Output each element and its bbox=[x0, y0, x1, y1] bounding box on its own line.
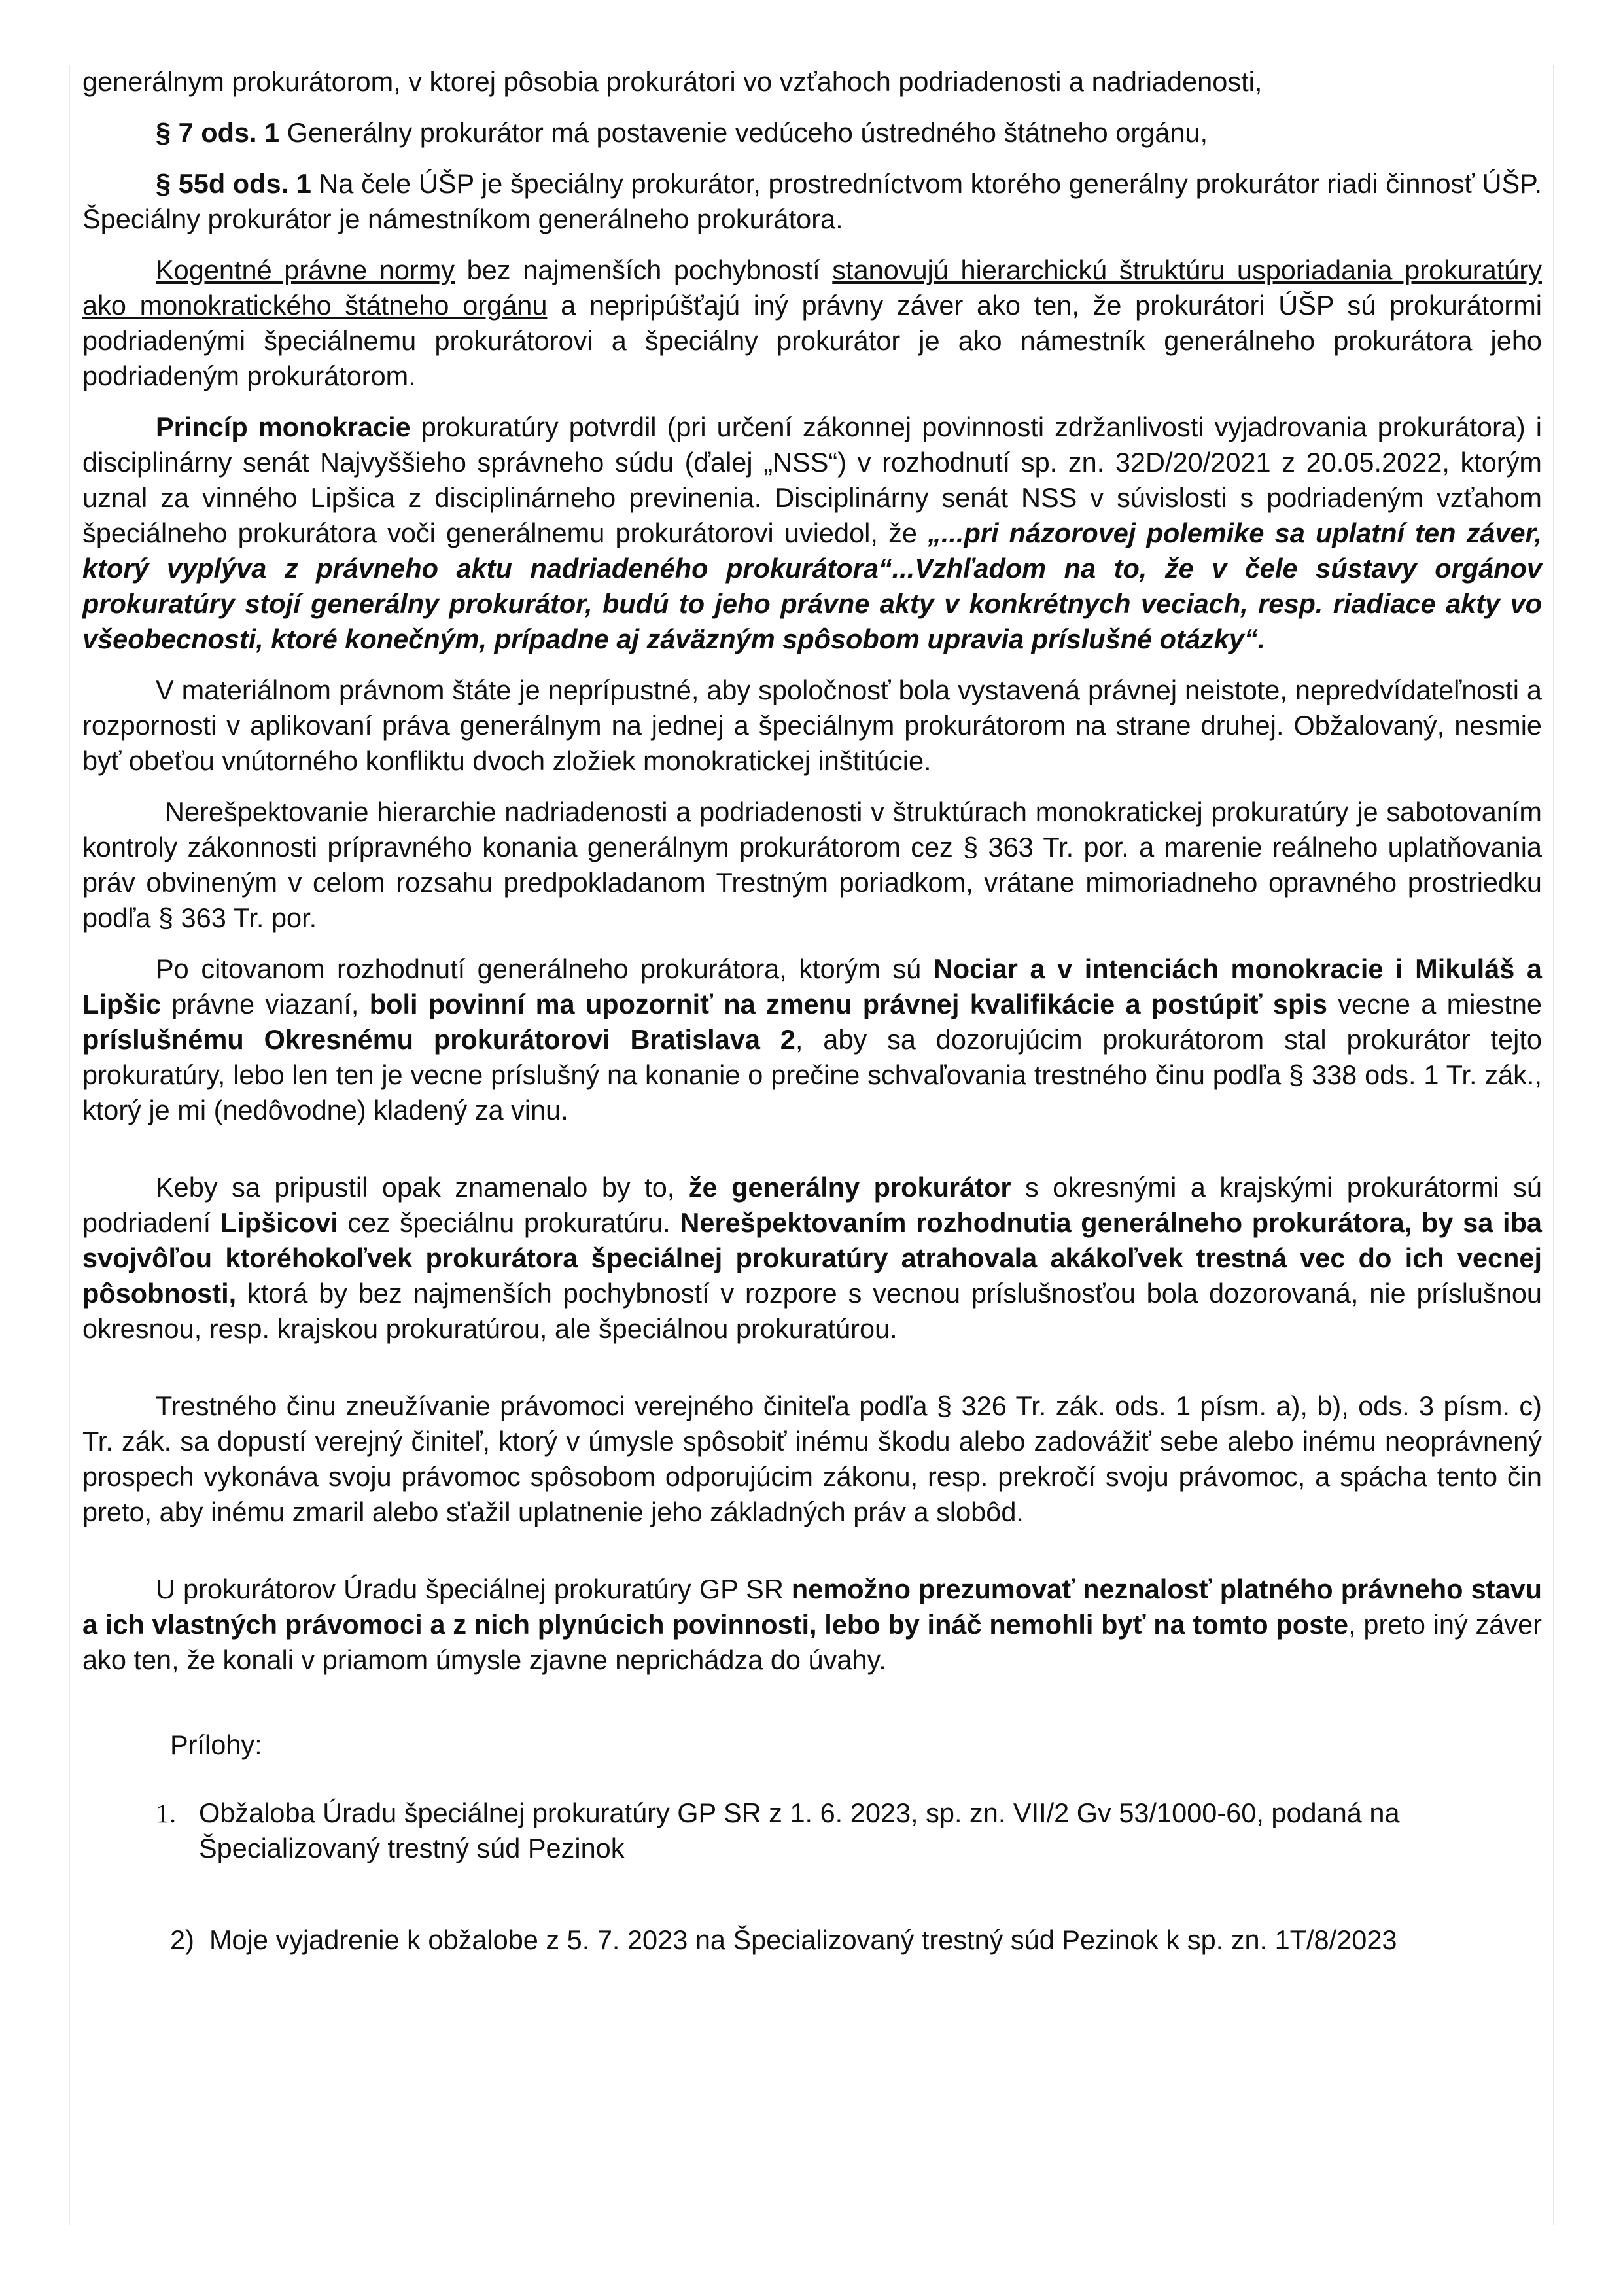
attachment-item bbox=[82, 1795, 1542, 1866]
paragraph-kogentne-normy: Kogentné právne normy bez najmenších pochybností stanovujú hierarchickú štruktúru usporiadania prokuratúry ako monokratického štátneho orgánu a nepripúšťajú iný právny záver ako ten, že prokurátori ÚŠP sú prokurátormi podriadenými špeciálnemu prokurátorovi a špeciálny prokurátor je ako námestník generálneho prokurátora jeho podriadeným prokurátorom. bbox=[82, 255, 1542, 391]
paragraph-trestny-cin: Trestného činu zneužívanie právomoci verejného činiteľa podľa § 326 Tr. zák. ods. 1 písm. a), b), ods. 3 písm. c) Tr. zák. sa dopustí verejný činiteľ, ktorý v úmysle spôsobiť inému škodu alebo zadovážiť sebe alebo inému neoprávnený prospech vykonáva svoju právomoc spôsobom odporujúcim zákonu, resp. prekročí svoju právomoc, a spácha tento čin preto, aby inému zmaril alebo sťažil uplatnenie jeho základných práv a slobôd. bbox=[82, 1390, 1542, 1527]
paragraph-prokuratori-usp: U prokurátorov Úradu špeciálnej prokuratúry GP SR nemožno prezumovať neznalosť platného právneho stavu a ich vlastných právomoci a z nich plynúcich povinnosti, lebo by ináč nemohli byť na tomto poste, preto iný záver ako ten, že konali v priamom úmysle zjavne neprichádza do úvahy. bbox=[82, 1574, 1543, 1675]
paragraph-rozhodnutie-gp: Po citovanom rozhodnutí generálneho prokurátora, ktorým sú Nociar a v intenciách monokracie i Mikuláš a Lipšic právne viazaní, boli povinní ma upozorniť na zmenu právnej kvalifikácie a postúpiť spis vecne a miestne príslušnému Okresnému prokurátorovi Bratislava 2, aby sa dozorujúcim prokurátorom stal prokurátor tejto prokuratúry, lebo len ten je vecne príslušný na konanie o prečine schvaľovania trestného činu podľa § 338 ods. 1 Tr. zák., ktorý je mi (nedôvodne) kladený za vinu. bbox=[82, 953, 1542, 1125]
paragraph-hierarchia: Nerešpektovanie hierarchie nadriadenosti a podriadenosti v štruktúrach monokratickej prokuratúry je sabotovaním kontroly zákonnosti prípravného konania generálnym prokurátorom cez § 363 Tr. por. a marenie reálneho uplatňovania práv obvineným v celom rozsahu predpokladanom Trestným poriadkom, vrátane mimoriadneho opravného prostriedku podľa § 363 Tr. por. bbox=[82, 796, 1542, 933]
paragraph-princip-monokracie: Princíp monokracie prokuratúry potvrdil (pri určení zákonnej povinnosti zdržanlivosti vyjadrovania prokurátora) i disciplinárny senát Najvyššieho správneho súdu (ďalej „NSS“) v rozhodnutí sp. zn. 32D/20/2021 z 20.05.2022, ktorým uznal za vinného Lipšica z disciplinárneho previnenia. Disciplinárny senát NSS v súvislosti s podriadeným vzťahom špeciálneho prokurátora voči generálnemu prokurátorovi uviedol, že „...pri názorovej polemike sa uplatní ten záver, ktorý vyplýva z právneho aktu nadriadeného prokurátora“...Vzhľadom na to, že v čele sústavy orgánov prokuratúry stojí generálny prokurátor, budú to jeho právne akty v konkrétnych veciach, resp. riadiace akty vo všeobecnosti, ktoré konečným, prípadne aj záväzným spôsobom upravia príslušné otázky“. bbox=[82, 412, 1542, 654]
paragraph-section-7: § 7 ods. 1 Generálny prokurátor má postavenie vedúceho ústredného štátneho orgánu, bbox=[156, 117, 1208, 148]
paragraph-section-55d: § 55d ods. 1 Na čele ÚŠP je špeciálny prokurátor, prostredníctvom ktorého generálny prokurátor riadi činnosť ÚŠP. Špeciálny prokurátor je námestníkom generálneho prokurátora. bbox=[82, 168, 1542, 234]
paragraph-intro: generálnym prokurátorom, v ktorej pôsobia prokurátori vo vzťahoch podriadenosti a nadriadenosti, bbox=[82, 66, 1263, 97]
attachment-item bbox=[82, 1922, 1542, 1958]
paragraph-opak: Keby sa pripustil opak znamenalo by to, že generálny prokurátor s okresnými a krajskými prokurátormi sú podriadení Lipšicovi cez špeciálnu prokuratúru. Nerešpektovaním rozhodnutia generálneho prokurátora, by sa iba svojvôľou ktoréhokoľvek prokurátora špeciálnej prokuratúry atrahovala akákoľvek trestná vec do ich vecnej pôsobnosti, ktorá by bez najmenších pochybností v rozpore s vecnou príslušnosťou bola dozorovaná, nie príslušnou okresnou, resp. krajskou prokuratúrou, ale špeciálnou prokuratúrou. bbox=[82, 1172, 1542, 1344]
paragraph-pravny-stat: V materiálnom právnom štáte je neprípustné, aby spoločnosť bola vystavená právnej neistote, nepredvídateľnosti a rozpornosti v aplikovaní práva generálnym na jednej a špeciálnym prokurátorom na strane druhej. Obžalovaný, nesmie byť obeťou vnútorného konfliktu dvoch zložiek monokratickej inštitúcie. bbox=[82, 675, 1542, 776]
left-margin-line bbox=[69, 65, 70, 2225]
attachments-heading: Prílohy: bbox=[170, 1729, 262, 1760]
right-margin-line bbox=[1553, 65, 1554, 2225]
attachment-text: Moje vyjadrenie k obžalobe z 5. 7. 2023 na Špecializovaný trestný súd Pezinok k sp. zn. 1T/8/2023 bbox=[209, 1924, 1397, 1955]
attachment-number: 1. bbox=[156, 1798, 177, 1828]
attachment-number: 2) bbox=[170, 1924, 194, 1955]
document-body bbox=[82, 64, 1542, 1958]
attachment-text: Obžaloba Úradu špeciálnej prokuratúry GP SR z 1. 6. 2023, sp. zn. VII/2 Gv 53/1000-60, podaná na Špecializovaný trestný súd Pezinok bbox=[199, 1797, 1400, 1863]
